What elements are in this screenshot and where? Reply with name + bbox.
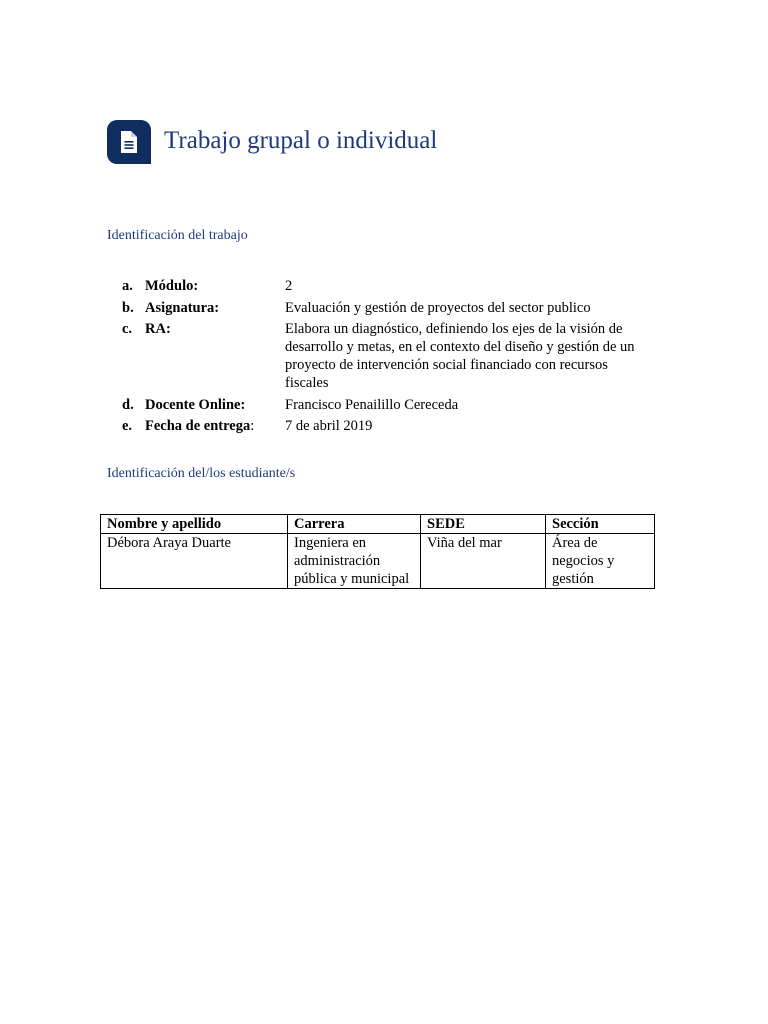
list-marker: c. xyxy=(122,321,133,337)
info-value: Evaluación y gestión de proyectos del sector publico xyxy=(285,299,591,316)
column-header: Nombre y apellido xyxy=(101,515,288,534)
list-marker: a. xyxy=(122,278,133,294)
list-marker: b. xyxy=(122,299,134,316)
table-cell: Ingeniera en administración pública y municipal xyxy=(288,534,421,589)
list-marker: d. xyxy=(122,396,134,413)
students-table xyxy=(100,514,655,589)
table-header-row xyxy=(101,515,655,534)
column-header: SEDE xyxy=(421,515,546,534)
info-row-docente xyxy=(122,396,652,414)
info-row-ra xyxy=(122,320,652,392)
table-cell: Viña del mar xyxy=(421,534,546,589)
info-label: RA: xyxy=(145,321,171,337)
student-identification-heading: Identificación del/los estudiante/s xyxy=(107,466,296,481)
info-value: 7 de abril 2019 xyxy=(285,418,373,434)
info-row-modulo xyxy=(122,277,652,295)
table-cell: Débora Araya Duarte xyxy=(101,534,288,589)
column-header: Sección xyxy=(546,515,655,534)
page-title: Trabajo grupal o individual xyxy=(164,127,438,154)
info-label: Docente Online: xyxy=(145,396,246,413)
list-marker: e. xyxy=(122,418,133,434)
work-identification-heading: Identificación del trabajo xyxy=(107,228,248,243)
info-value: 2 xyxy=(285,278,293,294)
table-cell: Área de negocios y gestión xyxy=(546,534,655,589)
info-label: Fecha de entrega: xyxy=(145,418,255,434)
table-row xyxy=(101,534,655,589)
info-row-fecha xyxy=(122,417,652,435)
info-value: Francisco Penailillo Cereceda xyxy=(285,396,459,413)
info-label: Asignatura: xyxy=(145,299,220,316)
work-info-list xyxy=(122,277,652,439)
info-value: Elabora un diagnóstico, definiendo los ejes de la visión de desarrollo y metas, en el contexto del diseño y gestión de un proyecto de intervención social financiado con recursos fiscales xyxy=(285,321,635,391)
document-icon xyxy=(107,120,151,164)
info-row-asignatura xyxy=(122,299,652,317)
column-header: Carrera xyxy=(288,515,421,534)
info-label: Módulo: xyxy=(145,278,199,294)
